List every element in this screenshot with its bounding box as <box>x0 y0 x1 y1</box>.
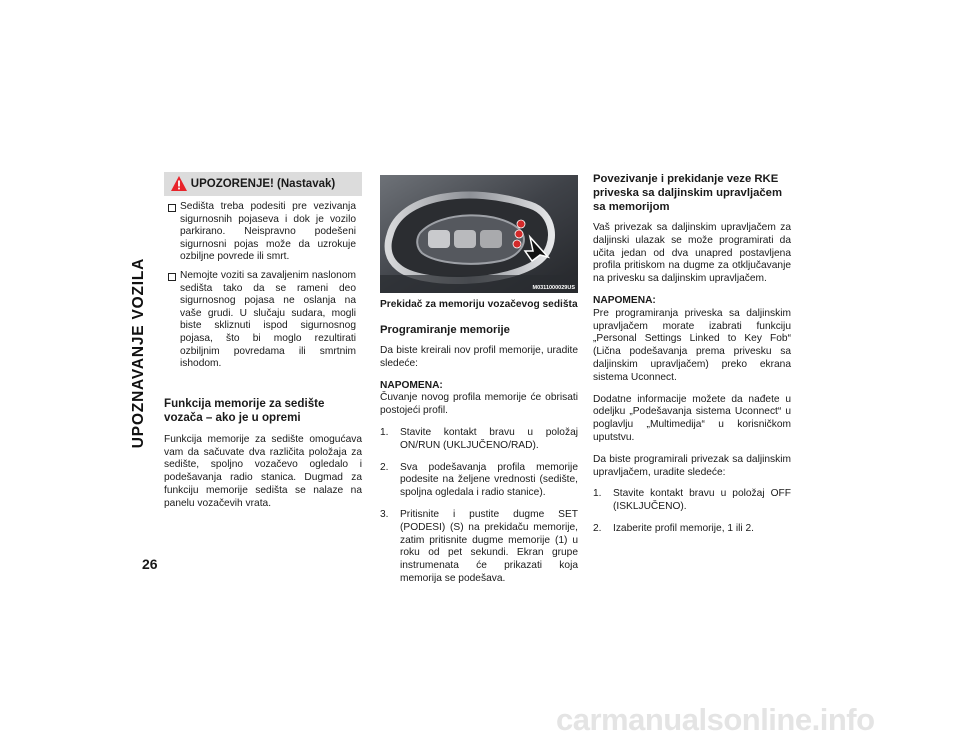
checkbox-bullet-icon <box>168 204 176 212</box>
warning-item <box>168 270 356 371</box>
list-item: 3. Pritisnite i pustite dugme SET (PODESI) (S) na prekidaču memorije, zatim pritisnite dugme memorije (1) u roku od pet sekundi. Ekran grupe instrumenata će prikazati koja memorija se podešava. <box>380 508 578 584</box>
warning-item-text: Nemojte voziti sa zavaljenim naslonom sedišta tako da se rameni deo sigurnosnog pojasa ne oslanja na vaše grudi. U slučaju sudara, mogli biste skliznuti ispod sigurnosnog pojasa, što bi moglo rezultirati ozbiljnim povredama ili smrtnim ishodom. <box>180 269 356 370</box>
note-label: NAPOMENA: <box>380 379 443 391</box>
column-middle <box>380 172 578 595</box>
list-item: 1. Stavite kontakt bravu u položaj ON/RUN (UKLJUČENO/RAD). <box>380 426 578 451</box>
column-left <box>164 172 362 520</box>
warning-item-text: Sedišta treba podesiti pre vezivanja sigurnosnih pojaseva i dok je vozilo parkirano. Neispravno podešeni sigurnosni pojas može da uzrokuje ozbiljne povrede ili smrt. <box>180 201 356 263</box>
section-heading-rke-fob: Povezivanje i prekidanje veze RKE priveska sa daljinskim upravljačem sa memorijom <box>593 173 783 213</box>
note-text: Pre programiranja priveska sa daljinskim upravljačem morate izabrati funkciju „Personal Settings Linked to Key Fob“ (Lična podešavanja prema privesku sa daljinskim upravljačem) preko ekrana sistema Uconnect. <box>593 307 791 383</box>
note-text: Čuvanje novog profila memorije će obrisati postojeći profil. <box>380 392 578 417</box>
warning-triangle-icon <box>170 175 188 192</box>
page-number: 26 <box>142 556 158 572</box>
note-label: NAPOMENA: <box>593 294 656 306</box>
section-paragraph: Dodatne informacije možete da nađete u odeljku „Podešavanja sistema Uconnect“ u poglavlju „Multimedija“ u korisničkom uputstvu. <box>593 393 791 443</box>
chapter-title: UPOZNAVANJE VOZILA <box>130 257 147 449</box>
watermark: carmanualsonline.info <box>556 702 875 737</box>
warning-title: UPOZORENJE! (Nastavak) <box>190 178 336 190</box>
checkbox-bullet-icon <box>168 273 176 281</box>
list-item: 2. Izaberite profil memorije, 1 ili 2. <box>593 522 754 534</box>
memory-switch-photo <box>380 175 578 293</box>
warning-box <box>164 172 362 383</box>
section-intro: Da biste kreirali nov profil memorije, uradite sledeće: <box>380 345 578 369</box>
warning-header <box>164 172 362 196</box>
chapter-side-tab <box>126 168 152 538</box>
section-paragraph: Vaš privezak sa daljinskim upravljačem za daljinski ulazak se može programirati da učita jedan od dva unapred postavljena profila pritiskom na dugme za otključavanje na privesku sa daljinskim upravljačem. <box>593 222 791 285</box>
warning-body <box>164 196 362 383</box>
steps-list <box>380 427 578 586</box>
note-block <box>380 380 578 418</box>
steps-list <box>593 488 791 535</box>
image-caption: Prekidač za memoriju vozačevog sedišta <box>380 299 578 310</box>
note-block <box>593 295 791 385</box>
section-heading-memory-seat: Funkcija memorije za sedište vozača – ako je u opremi <box>164 396 325 425</box>
column-right <box>593 172 791 545</box>
section-heading-programming: Programiranje memorije <box>380 324 510 336</box>
section-paragraph: Da biste programirali privezak sa daljinskim upravljačem, uradite sledeće: <box>593 453 791 478</box>
image-reference-code: M0311000029US <box>532 285 575 291</box>
list-item: 2. Sva podešavanja profila memorije podesite na željene vrednosti (sedište, spoljna ogledala i radio stanice). <box>380 461 578 499</box>
warning-item <box>168 201 356 264</box>
door-panel-illustration <box>380 175 578 293</box>
list-item: 1. Stavite kontakt bravu u položaj OFF (ISKLJUČENO). <box>593 488 791 513</box>
section-paragraph: Funkcija memorije za sedište omogućava vam da sačuvate dva različita položaja za sedište, spoljno vozačevo ogledalo i podešavanja radio stanica. Dugmad za funkciju memorije sedišta se nalaze na panelu vozačevih vrata. <box>164 433 362 509</box>
